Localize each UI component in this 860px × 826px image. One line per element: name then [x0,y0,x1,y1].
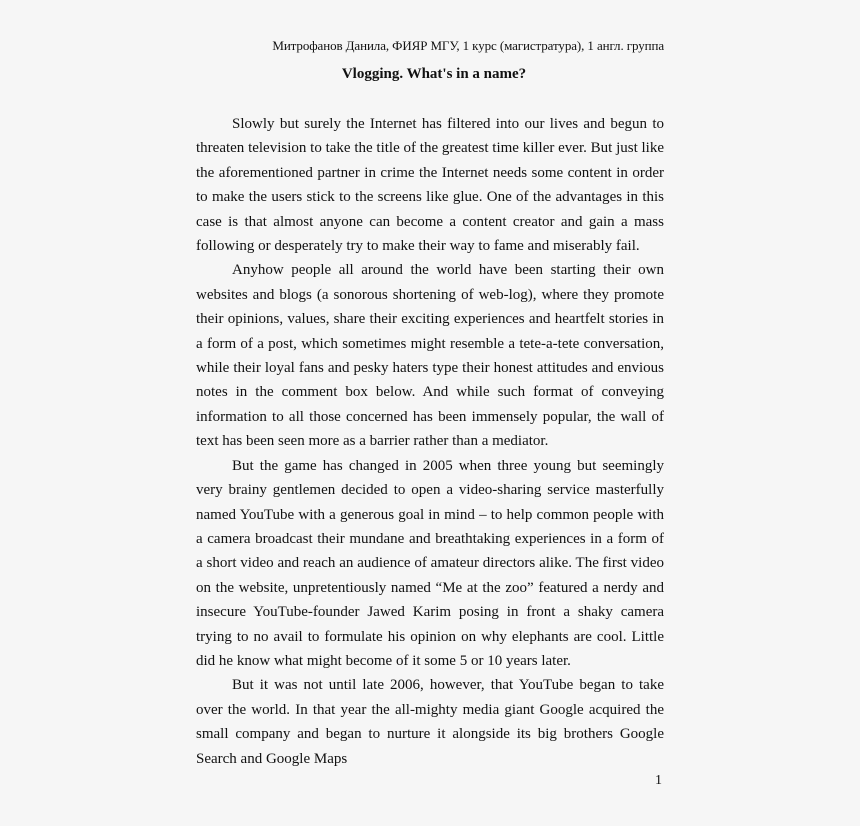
document-body [196,112,664,771]
paragraph-4: But it was not until late 2006, however, that YouTube began to take over the world. In that year the all-mighty media giant Google acquired the small company and began to nurture it alongside its big brothers Google Search and Google Maps [196,677,664,767]
page-number: 1 [655,773,662,788]
document-title [196,64,664,84]
paragraph-1: Slowly but surely the Internet has filtered into our lives and begun to threaten television to take the title of the greatest time killer ever. But just like the aforementioned partner in crime the Internet needs some content in order to make the users stick to the screens like glue. One of the advantages in this case is that almost anyone can become a content creator and gain a mass following or desperately try to make their way to fame and miserably fail. [196,116,664,255]
paragraph-3: But the game has changed in 2005 when three young but seemingly very brainy gentlemen decided to open a video-sharing service masterfully named YouTube with a generous goal in mind – to help common people with a camera broadcast their mundane and breathtaking experiences in a form of a short video and reach an audience of amateur directors alike. The first video on the website, unpretentiously named “Me at the zoo” featured a nerdy and insecure YouTube-founder Jawed Karim posing in front a shaky camera trying to no avail to formulate his opinion on why elephants are cool. Little did he know what might become of it some 5 or 10 years later. [196,457,664,669]
document-title-text: Vlogging. What's in a name? [341,66,527,82]
paragraph-2: Anyhow people all around the world have been starting their own websites and blogs (a sonorous shortening of web-log), where they promote their opinions, values, share their exciting experiences and heartfelt stories in a form of a post, which sometimes might resemble a tete-a-tete conversation, while their loyal fans and pesky haters type their honest attitudes and envious notes in the comment box below. And while such format of conveying information to all those concerned has been immensely popular, the wall of text has been seen more as a barrier rather than a mediator. [196,262,664,450]
author-header: Митрофанов Данила, ФИЯР МГУ, 1 курс (магистратура), 1 англ. группа [272,38,664,53]
